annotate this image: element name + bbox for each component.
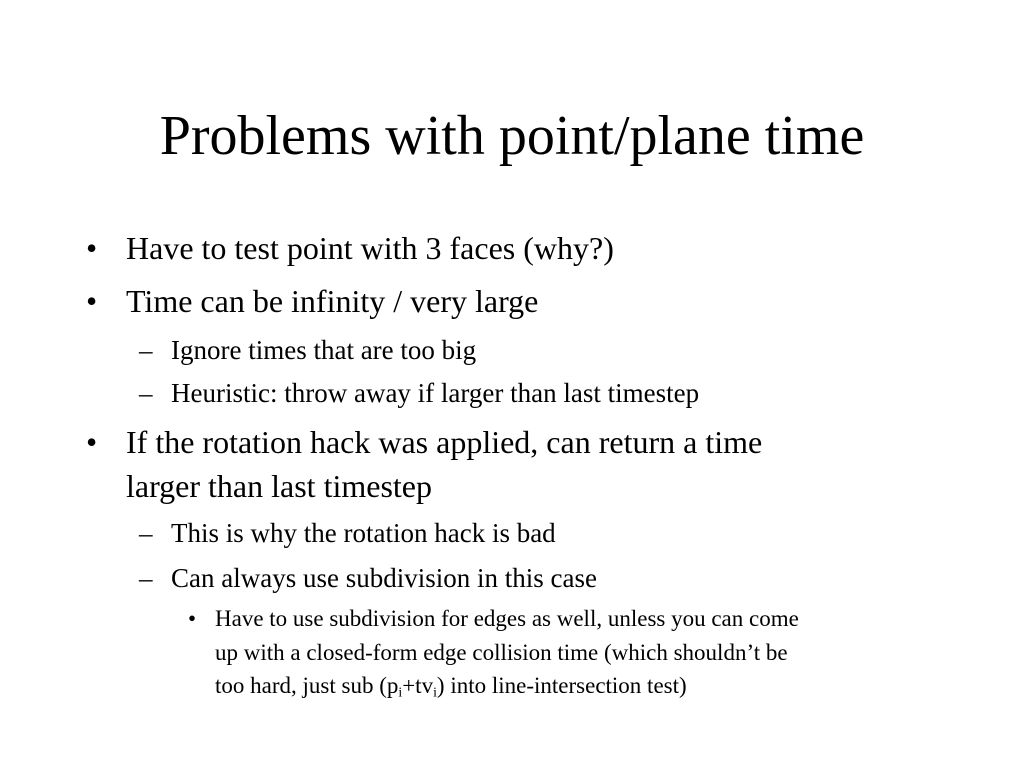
formula-subscript-v: i [433,684,437,700]
formula-text-mid: +tv [402,673,434,698]
sub-sub-bullet-text: Have to use subdivision for edges as well, unless you can come [215,606,799,631]
bullet-text: Time can be infinity / very large [126,283,539,319]
sub-bullet-marker: – [139,335,153,365]
bullet-marker: • [86,230,98,266]
sub-bullet-text: Ignore times that are too big [171,335,477,365]
formula-subscript-p: i [398,684,403,700]
bullet-marker: • [86,283,98,319]
bullet-text: Have to test point with 3 faces (why?) [126,230,614,266]
bullet-marker: • [86,424,98,460]
sub-bullet-text: This is why the rotation hack is bad [171,518,556,548]
formula-text-after: ) into line-intersection test) [436,673,687,698]
sub-bullet-text: Can always use subdivision in this case [171,563,597,593]
sub-sub-bullet-text-continued: up with a closed-form edge collision time (which shouldn’t be [215,640,788,665]
bullet-text-continued: larger than last timestep [126,468,432,504]
slide-title: Problems with point/plane time [159,105,865,167]
sub-sub-bullet-marker: • [188,606,197,631]
sub-bullet-text: Heuristic: throw away if larger than last timestep [171,378,700,408]
sub-bullet-marker: – [139,378,153,408]
sub-bullet-marker: – [139,518,153,548]
sub-sub-bullet-text-last [215,673,687,699]
sub-bullet-marker: – [139,563,153,593]
formula-text-before: too hard, just sub (p [215,673,399,698]
bullet-text: If the rotation hack was applied, can return a time [126,424,763,460]
